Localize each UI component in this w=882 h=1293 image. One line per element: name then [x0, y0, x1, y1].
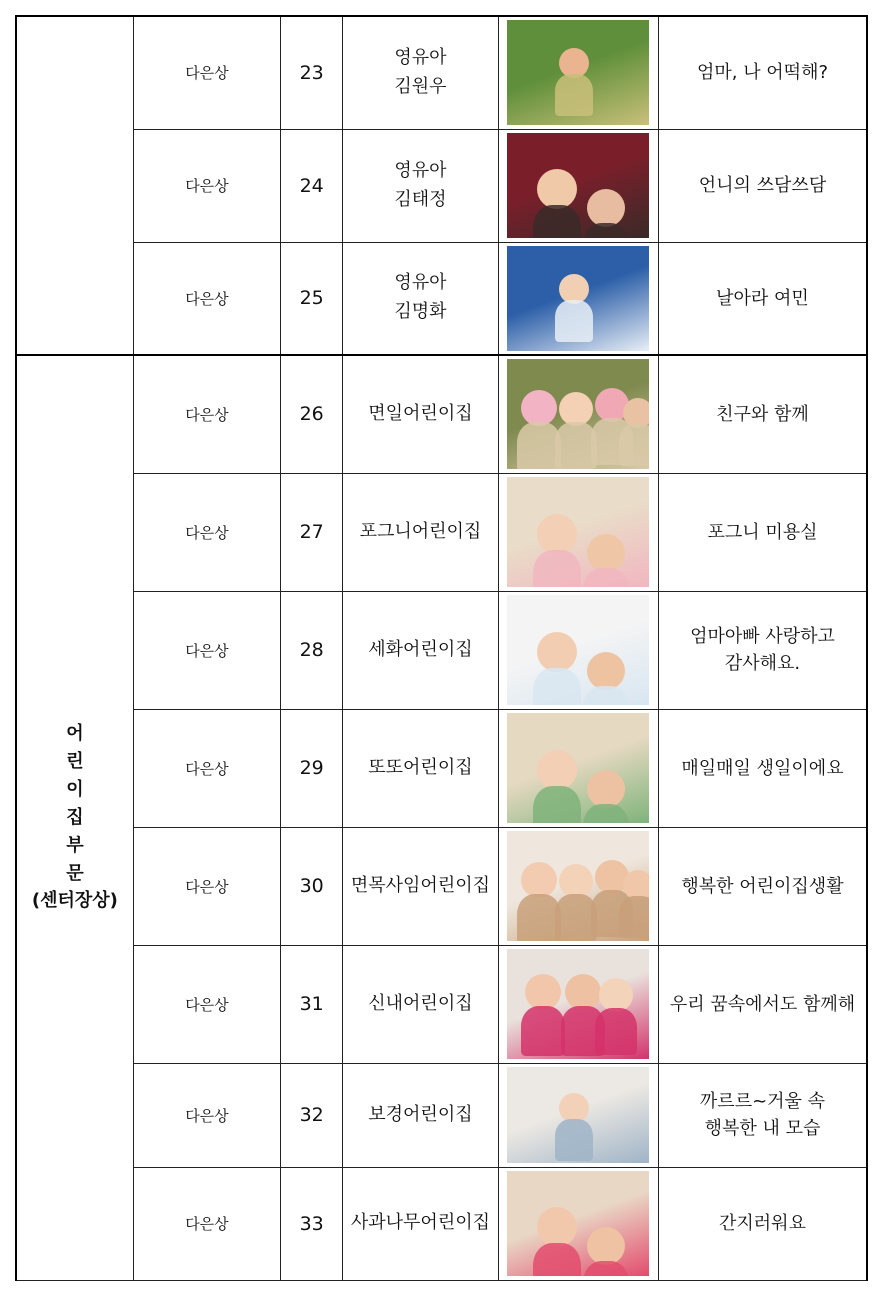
entry-number: 26 [299, 403, 324, 426]
work-title-cell [658, 827, 867, 945]
child-figure [587, 189, 625, 227]
entrant-name: 영유아 김원우 [394, 46, 447, 97]
child-body [521, 1006, 565, 1056]
photo-kids-with-signs [507, 595, 649, 705]
work-title-cell [658, 591, 867, 709]
child-body [533, 205, 581, 238]
work-title: 엄마아빠 사랑하고 감사해요. [690, 626, 835, 674]
child-body [533, 550, 581, 588]
award-label-cell [133, 827, 280, 945]
photo-cell [498, 16, 658, 129]
award-label: 다은상 [185, 641, 229, 660]
category-cell [16, 355, 133, 1280]
category-label: 어 린 이 집 부 문 (센터장상) [31, 723, 118, 912]
entrant-name: 영유아 김태정 [394, 159, 447, 210]
child-body [555, 1119, 593, 1161]
entry-number: 23 [299, 61, 324, 84]
entrant-name: 세화어린이집 [368, 638, 473, 660]
photo-two-toddlers [507, 477, 649, 587]
child-figure [587, 652, 625, 690]
child-figure [537, 632, 577, 672]
child-body [619, 424, 649, 466]
entry-number-cell [281, 242, 343, 355]
child-body [583, 568, 629, 588]
table-row [16, 242, 867, 355]
entry-number: 30 [299, 875, 324, 897]
entry-number-cell [281, 16, 343, 129]
child-body [595, 1008, 637, 1056]
child-body [555, 300, 593, 342]
award-label: 다은상 [185, 995, 229, 1014]
child-figure [559, 864, 593, 898]
award-label: 다은상 [185, 1106, 229, 1125]
table-row [16, 473, 867, 591]
award-label: 다은상 [185, 289, 229, 308]
entrant-name-cell [343, 1167, 498, 1280]
child-body [555, 74, 593, 116]
entry-number-cell [281, 1063, 343, 1167]
entry-number: 29 [299, 757, 324, 779]
photo-baby-mirror [507, 1067, 649, 1163]
award-label: 다은상 [185, 64, 229, 83]
table-row [16, 129, 867, 242]
entrant-name-cell [343, 827, 498, 945]
photo-cell [498, 1063, 658, 1167]
entry-number-cell [281, 129, 343, 242]
photo-sisters [507, 133, 649, 238]
table-row [16, 591, 867, 709]
child-figure [537, 169, 577, 209]
work-title: 날아라 여민 [716, 287, 809, 309]
work-title-cell [658, 945, 867, 1063]
child-figure [521, 862, 557, 898]
entry-number: 25 [299, 287, 324, 310]
entry-number-cell [281, 945, 343, 1063]
entrant-name: 영유아 김명화 [394, 272, 447, 323]
table-row [16, 709, 867, 827]
entrant-name-cell [343, 709, 498, 827]
entrant-name: 사과나무어린이집 [350, 1212, 490, 1234]
entrant-name-cell [343, 16, 498, 129]
entrant-name: 보경어린이집 [368, 1103, 473, 1125]
entry-number: 28 [299, 639, 324, 661]
entrant-name-cell [343, 242, 498, 355]
child-figure [559, 392, 593, 426]
work-title: 간지러워요 [719, 1213, 806, 1234]
entry-number-cell [281, 591, 343, 709]
award-label: 다은상 [185, 523, 229, 542]
table-row [16, 1167, 867, 1280]
entrant-name-cell [343, 355, 498, 473]
work-title-cell [658, 1167, 867, 1280]
photo-birthday-kids [507, 713, 649, 823]
award-label: 다은상 [185, 759, 229, 778]
work-title-cell [658, 1063, 867, 1167]
child-figure [587, 1227, 625, 1265]
entrant-name-cell [343, 473, 498, 591]
award-label: 다은상 [185, 1215, 229, 1233]
award-label-cell [133, 129, 280, 242]
photo-cell [498, 1167, 658, 1280]
work-title: 엄마, 나 어떡해? [696, 62, 829, 84]
photo-cell [498, 355, 658, 473]
child-figure [537, 514, 577, 554]
award-label: 다은상 [185, 877, 229, 896]
entry-number-cell [281, 709, 343, 827]
child-figure [521, 390, 557, 426]
photo-cell [498, 129, 658, 242]
photo-cell [498, 945, 658, 1063]
entry-number: 27 [299, 521, 324, 543]
work-title: 친구와 함께 [716, 403, 809, 425]
work-title: 행복한 어린이집생활 [681, 875, 844, 897]
photo-cell [498, 827, 658, 945]
table-row [16, 945, 867, 1063]
award-label-cell [133, 473, 280, 591]
table-row [16, 1063, 867, 1167]
table-row [16, 16, 867, 129]
award-label: 다은상 [185, 177, 229, 195]
award-label: 다은상 [185, 405, 229, 424]
award-label-cell [133, 242, 280, 355]
child-figure [537, 750, 577, 790]
photo-tickling-baby [507, 1171, 649, 1276]
entrant-name-cell [343, 1063, 498, 1167]
photo-cell [498, 709, 658, 827]
work-title: 언니의 쓰담쓰담 [698, 175, 827, 196]
table-row [16, 355, 867, 473]
entry-number: 33 [299, 1212, 324, 1235]
photo-friends-outdoors [507, 359, 649, 469]
award-label-cell [133, 355, 280, 473]
work-title-cell [658, 473, 867, 591]
category-cell [16, 16, 133, 355]
entrant-name-cell [343, 591, 498, 709]
entrant-name: 면일어린이집 [368, 402, 473, 424]
work-title-cell [658, 129, 867, 242]
work-title-cell [658, 16, 867, 129]
entry-number: 31 [299, 993, 324, 1015]
entrant-name: 면목사임어린이집 [350, 874, 490, 896]
entrant-name: 또또어린이집 [368, 756, 473, 778]
award-label-cell [133, 591, 280, 709]
entrant-name: 신내어린이집 [368, 992, 473, 1014]
entry-number-cell [281, 473, 343, 591]
table-row [16, 827, 867, 945]
child-body [619, 896, 649, 938]
work-title-cell [658, 709, 867, 827]
entrant-name-cell [343, 945, 498, 1063]
work-title: 매일매일 생일이에요 [681, 757, 844, 779]
award-label-cell [133, 1167, 280, 1280]
work-title: 까르르~거울 속 행복한 내 모습 [699, 1091, 826, 1139]
award-table-body [16, 16, 867, 1280]
entry-number-cell [281, 827, 343, 945]
photo-sleeping-babies [507, 949, 649, 1059]
child-body [533, 1243, 581, 1276]
award-label-cell [133, 945, 280, 1063]
child-figure [587, 770, 625, 808]
work-title: 우리 꿈속에서도 함께해 [669, 993, 856, 1015]
photo-cell [498, 473, 658, 591]
child-figure [587, 534, 625, 572]
child-figure [525, 974, 561, 1010]
child-figure [565, 974, 601, 1010]
award-label-cell [133, 16, 280, 129]
photo-baby-lifted-sky [507, 246, 649, 351]
child-body [533, 786, 581, 824]
entry-number: 32 [299, 1104, 324, 1126]
child-figure [599, 978, 633, 1012]
entrant-name: 포그니어린이집 [359, 520, 482, 542]
child-body [583, 223, 629, 238]
child-figure [537, 1207, 577, 1247]
entrant-name-cell [343, 129, 498, 242]
entry-number-cell [281, 1167, 343, 1280]
entry-number: 24 [299, 174, 324, 197]
photo-child-climbing-pole [507, 20, 649, 125]
award-label-cell [133, 709, 280, 827]
child-body [583, 1261, 629, 1276]
work-title: 포그니 미용실 [707, 521, 818, 543]
child-body [533, 668, 581, 706]
award-table [15, 15, 868, 1281]
photo-cell [498, 591, 658, 709]
child-body [583, 804, 629, 824]
work-title-cell [658, 242, 867, 355]
photo-group-toddlers [507, 831, 649, 941]
award-label-cell [133, 1063, 280, 1167]
entry-number-cell [281, 355, 343, 473]
child-body [583, 686, 629, 706]
work-title-cell [658, 355, 867, 473]
photo-cell [498, 242, 658, 355]
